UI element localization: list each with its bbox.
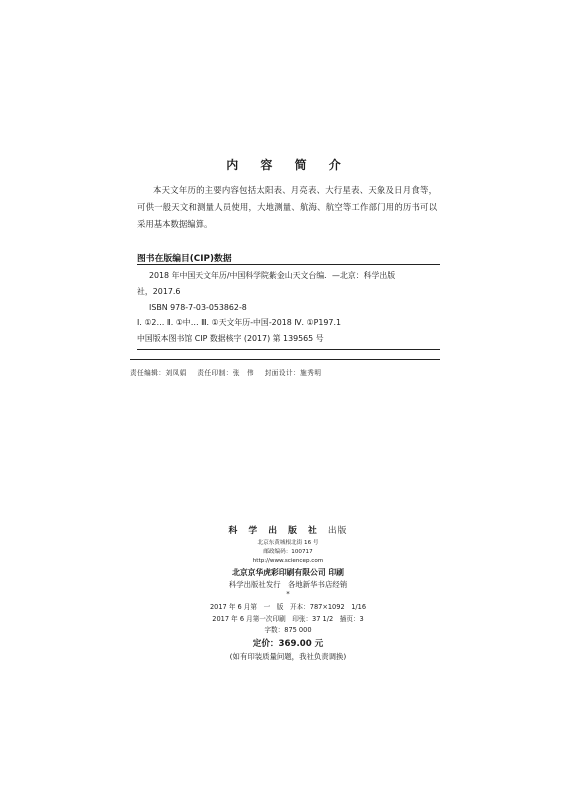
distributor-line: 科学出版社发行 各地新华书店经销 [228,580,348,589]
printer-line: 北京京华虎彩印刷有限公司 印刷 [232,568,344,577]
credits-line [130,359,440,377]
imprint-block [158,524,418,663]
summary-block [137,182,437,233]
summary-text: 本天文年历的主要内容包括太阳表、月亮表、大行星表、天象及日月食等，可供一般天文和测量人员使用，大地测量、航海、航空等工作部门用的历书可以采用基本数据编算。 [137,185,437,229]
word-count: 字数：875 000 [264,626,312,635]
cip-record-number: 中国版本图书馆 CIP 数据核字 (2017) 第 139565 号 [137,334,324,344]
cip-data-box [137,264,440,350]
publisher-suffix: 出版 [327,526,348,536]
credit-editor: 责任编辑：刘凤娟 [130,369,187,377]
quality-notice: (如有印装质量问题，我社负责调换) [229,651,347,661]
edition-line: 2017 年 6 月第 一 版 开本：787×1092 1/16 [209,603,367,611]
page-title: 内 容 简 介 [226,158,350,172]
credit-cover-design: 封面设计：施秀明 [264,369,322,377]
publisher-website: http://www.sciencep.com [252,558,324,564]
printing-line: 2017 年 6 月第一次印刷 印张：37 1/2 插页：3 [212,614,364,623]
publisher-address: 北京东黄城根北街 16 号 [257,540,319,546]
cip-title: 图书在版编目(CIP)数据 [137,254,232,264]
price-line: 定价：369.00 元 [252,638,324,649]
cip-catalog-line: 2018 年中国天文年历/中国科学院紫金山天文台编．—北京：科学出版 [149,271,396,280]
publisher-name: 科 学 出 版 社 [228,526,321,536]
publisher-postcode: 邮政编码：100717 [263,549,313,555]
cip-classification: Ⅰ. ①2… Ⅱ. ①中… Ⅲ. ①天文年历-中国-2018 Ⅳ. ①P197.1 [137,318,341,328]
cip-catalog-line-continued: 社，2017.6 [137,286,181,296]
cip-isbn: ISBN 978-7-03-053862-8 [149,302,247,312]
publisher-line [158,524,418,539]
credit-printing: 责任印制：张 伟 [197,369,255,377]
separator-mark: * [286,590,290,598]
